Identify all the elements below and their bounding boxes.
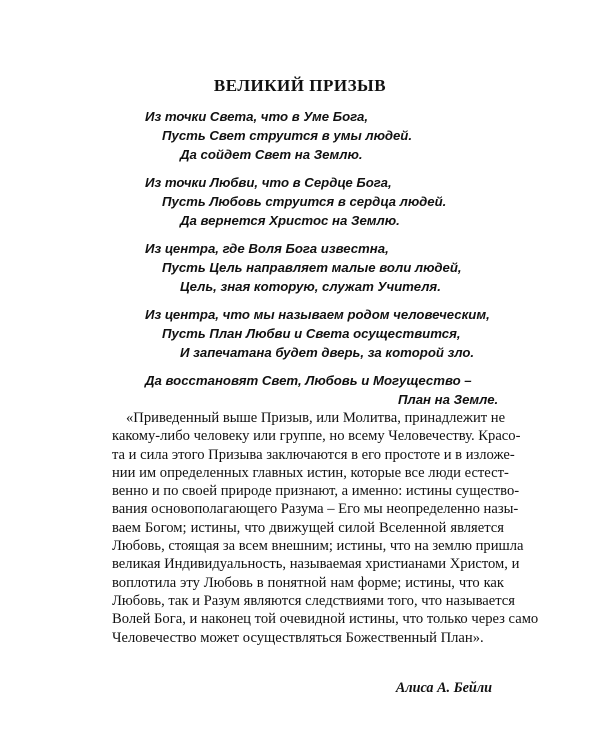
poem-line: Да восстановят Свет, Любовь и Могущество – — [145, 373, 472, 388]
poem-line: Пусть Свет струится в умы людей. — [162, 128, 413, 143]
poem-stanza-3 — [0, 240, 600, 306]
author-signature: Алиса А. Бейли — [395, 680, 492, 696]
poem-line: Из точки Света, что в Уме Бога, — [145, 109, 369, 124]
poem-line: Пусть Любовь струится в сердца людей. — [162, 194, 447, 209]
prose-line: Любовь, стоящая за всем внешним; истины, что на землю пришла — [112, 538, 524, 555]
prose-line: вания основополагающего Разума – Его мы неопределенно назы- — [112, 501, 519, 518]
prose-line: великая Индивидуальность, называемая христианами Христом, и — [112, 556, 520, 573]
poem-line: Из точки Любви, что в Сердце Бога, — [145, 175, 392, 190]
prose-line: воплотила эту Любовь в понятной нам форме; истины, что как — [112, 574, 504, 591]
invocation-poem — [0, 108, 600, 438]
poem-line: И запечатана будет дверь, за которой зло. — [180, 345, 475, 360]
poem-stanza-2 — [0, 174, 600, 240]
prose-line: ваем Богом; истины, что движущей силой Вселенной является — [112, 519, 504, 536]
prose-line: венно и по своей природе признают, а именно: истины существо- — [112, 483, 520, 500]
prose-line: нии им определенных главных истин, которые все люди естест- — [112, 464, 509, 481]
prose-line: «Приведенный выше Призыв, или Молитва, принадлежит не — [126, 410, 506, 426]
poem-line: Пусть План Любви и Света осуществится, — [162, 326, 461, 341]
prose-line: какому-либо человеку или группе, но всему Человечеству. Красо- — [112, 428, 521, 445]
poem-line: Из центра, где Воля Бога известна, — [145, 241, 389, 256]
commentary-paragraph — [112, 409, 539, 647]
page-title: ВЕЛИКИЙ ПРИЗЫВ — [213, 76, 387, 95]
prose-line: Любовь, так и Разум являются следствиями того, что называется — [112, 592, 516, 609]
poem-line: Пусть Цель направляет малые воли людей, — [162, 260, 462, 275]
poem-line: Да вернется Христос на Землю. — [180, 213, 400, 228]
poem-stanza-1 — [0, 108, 600, 174]
prose-line: Человечество может осуществляться Божественный План». — [112, 629, 484, 646]
poem-line: План на Земле. — [398, 392, 499, 407]
poem-line: Цель, зная которую, служат Учителя. — [180, 279, 441, 294]
poem-line: Из центра, что мы называем родом человеческим, — [145, 307, 490, 322]
prose-line: Волей Бога, и наконец той очевидной истины, что только через само — [112, 611, 539, 628]
prose-line: та и сила этого Призыва заключаются в его простоте и в изложе- — [112, 446, 515, 463]
poem-line: Да сойдет Свет на Землю. — [180, 147, 363, 162]
poem-stanza-4 — [0, 306, 600, 372]
